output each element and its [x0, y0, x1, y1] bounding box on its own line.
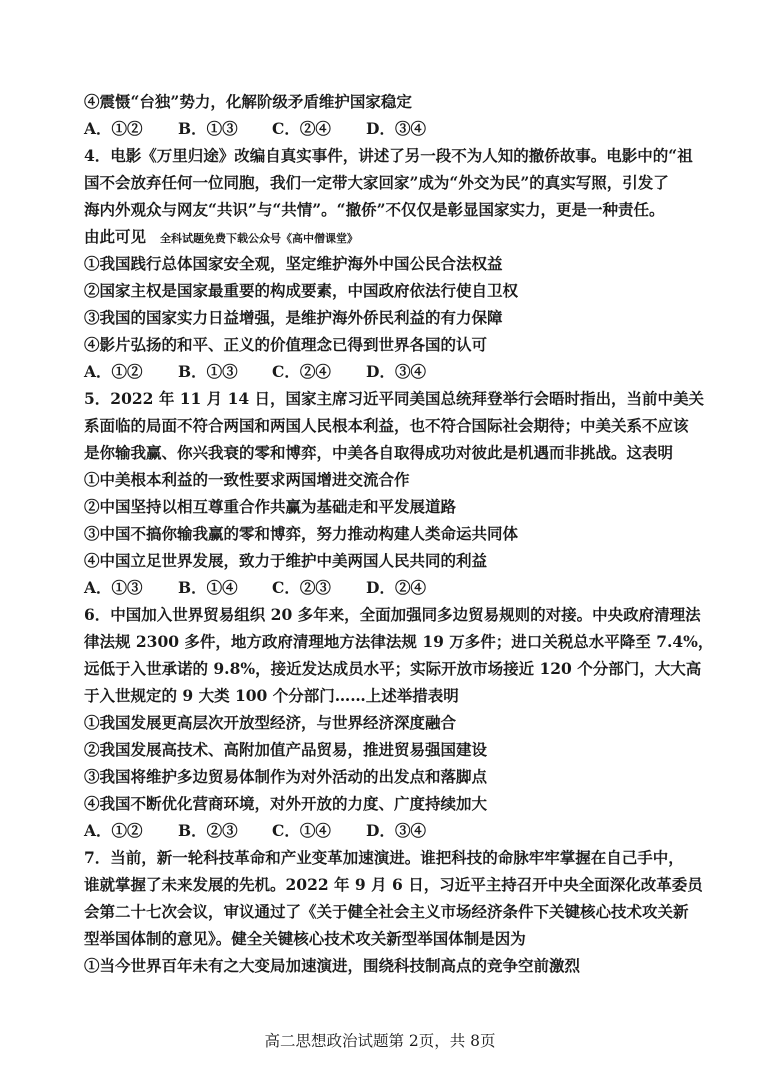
q3-option-b: B．①③ — [178, 119, 238, 138]
q6-item-1: ①我国发展更高层次开放型经济，与世界经济深度融合 — [84, 713, 457, 732]
q3-options — [84, 119, 684, 139]
q6-option-d: D．③④ — [366, 821, 426, 840]
q4-option-b: B．①③ — [178, 362, 238, 381]
watermark-text: 全科试题免费下载公众号《高中僧课堂》 — [160, 232, 359, 245]
q5-stem-line-1: 5．2022 年 11 月 14 日，国家主席习近平同美国总统拜登举行会晤时指出，当前中美关 — [84, 389, 705, 408]
q5-stem-line-2: 系面临的局面不符合两国和两国人民根本利益，也不符合国际社会期待；中美关系不应该 — [84, 416, 689, 435]
q5-stem-line-3: 是你输我赢、你兴我衰的零和博弈，中美各自取得成功对彼此是机遇而非挑战。这表明 — [84, 443, 674, 462]
q5-options — [84, 578, 684, 598]
q6-item-2: ②我国发展高技术、高附加值产品贸易，推进贸易强国建设 — [84, 740, 488, 759]
q4-stem-line-1: 4．电影《万里归途》改编自真实事件，讲述了另一段不为人知的撤侨故事。电影中的“祖 — [84, 146, 693, 165]
q5-option-b: B．①④ — [178, 578, 238, 597]
q6-option-c: C．①④ — [272, 821, 331, 840]
q4-option-c: C．②④ — [272, 362, 331, 381]
q4-item-4: ④影片弘扬的和平、正义的价值理念已得到世界各国的认可 — [84, 335, 488, 354]
q5-item-4: ④中国立足世界发展，致力于维护中美两国人民共同的利益 — [84, 551, 488, 570]
page-footer: 高二思想政治试题第 2页，共 8页 — [264, 1032, 496, 1050]
q5-item-3: ③中国不搞你输我赢的零和博弈，努力推动构建人类命运共同体 — [84, 524, 519, 543]
q5-option-d: D．②④ — [366, 578, 426, 597]
q6-stem-line-2: 律法规 2300 多件，地方政府清理地方法律法规 19 万多件；进口关税总水平降至 7.4%， — [84, 632, 714, 651]
q4-stem-tail: 由此可见 — [84, 227, 147, 246]
q7-stem-line-1: 7．当前，新一轮科技革命和产业变革加速演进。谁把科技的命脉牢牢掌握在自己手中， — [84, 848, 684, 867]
q6-stem-line-3: 远低于入世承诺的 9.8%，接近发达成员水平；实际开放市场接近 120 个分部门，大大高 — [84, 659, 702, 678]
q3-option-a: A．①② — [84, 119, 143, 138]
q6-option-a: A．①② — [84, 821, 143, 840]
q4-item-3: ③我国的国家实力日益增强，是维护海外侨民利益的有力保障 — [84, 308, 503, 327]
q5-item-1: ①中美根本利益的一致性要求两国增进交流合作 — [84, 470, 410, 489]
q3-option-d: D．③④ — [366, 119, 426, 138]
q7-stem-line-3: 会第二十七次会议，审议通过了《关于健全社会主义市场经济条件下关键核心技术攻关新 — [84, 902, 689, 921]
q6-stem-line-4: 于入世规定的 9 大类 100 个分部门……上述举措表明 — [84, 686, 459, 705]
q4-stem-line-2: 国不会放弃任何一位同胞，我们一定带大家回家”成为“外交为民”的真实写照，引发了 — [84, 173, 669, 192]
q3-option-c: C．②④ — [272, 119, 331, 138]
q4-stem-line-4 — [84, 227, 684, 249]
q4-stem-line-3: 海内外观众与网友“共识”与“共情”。“撤侨”不仅仅是彰显国家实力，更是一种责任。 — [84, 200, 665, 219]
q4-item-2: ②国家主权是国家最重要的构成要素，中国政府依法行使自卫权 — [84, 281, 519, 300]
q7-stem-line-4: 型举国体制的意见》。健全关键核心技术攻关新型举国体制是因为 — [84, 929, 526, 948]
q6-item-4: ④我国不断优化营商环境，对外开放的力度、广度持续加大 — [84, 794, 488, 813]
q7-item-1: ①当今世界百年未有之大变局加速演进，围绕科技制高点的竞争空前激烈 — [84, 956, 581, 975]
q4-option-a: A．①② — [84, 362, 143, 381]
q4-options — [84, 362, 684, 382]
q6-options — [84, 821, 684, 841]
q4-item-1: ①我国践行总体国家安全观，坚定维护海外中国公民合法权益 — [84, 254, 503, 273]
q7-stem-line-2: 谁就掌握了未来发展的先机。2022 年 9 月 6 日，习近平主持召开中央全面深化改革委员 — [84, 875, 703, 894]
q6-item-3: ③我国将维护多边贸易体制作为对外活动的出发点和落脚点 — [84, 767, 488, 786]
q6-stem-line-1: 6．中国加入世界贸易组织 20 多年来，全面加强同多边贸易规则的对接。中央政府清理法 — [84, 605, 701, 624]
q5-option-c: C．②③ — [272, 578, 331, 597]
q4-option-d: D．③④ — [366, 362, 426, 381]
q5-option-a: A．①③ — [84, 578, 143, 597]
q6-option-b: B．②③ — [178, 821, 238, 840]
q5-item-2: ②中国坚持以相互尊重合作共赢为基础走和平发展道路 — [84, 497, 457, 516]
q3-item-4: ④震慑“台独”势力，化解阶级矛盾维护国家稳定 — [84, 92, 412, 111]
